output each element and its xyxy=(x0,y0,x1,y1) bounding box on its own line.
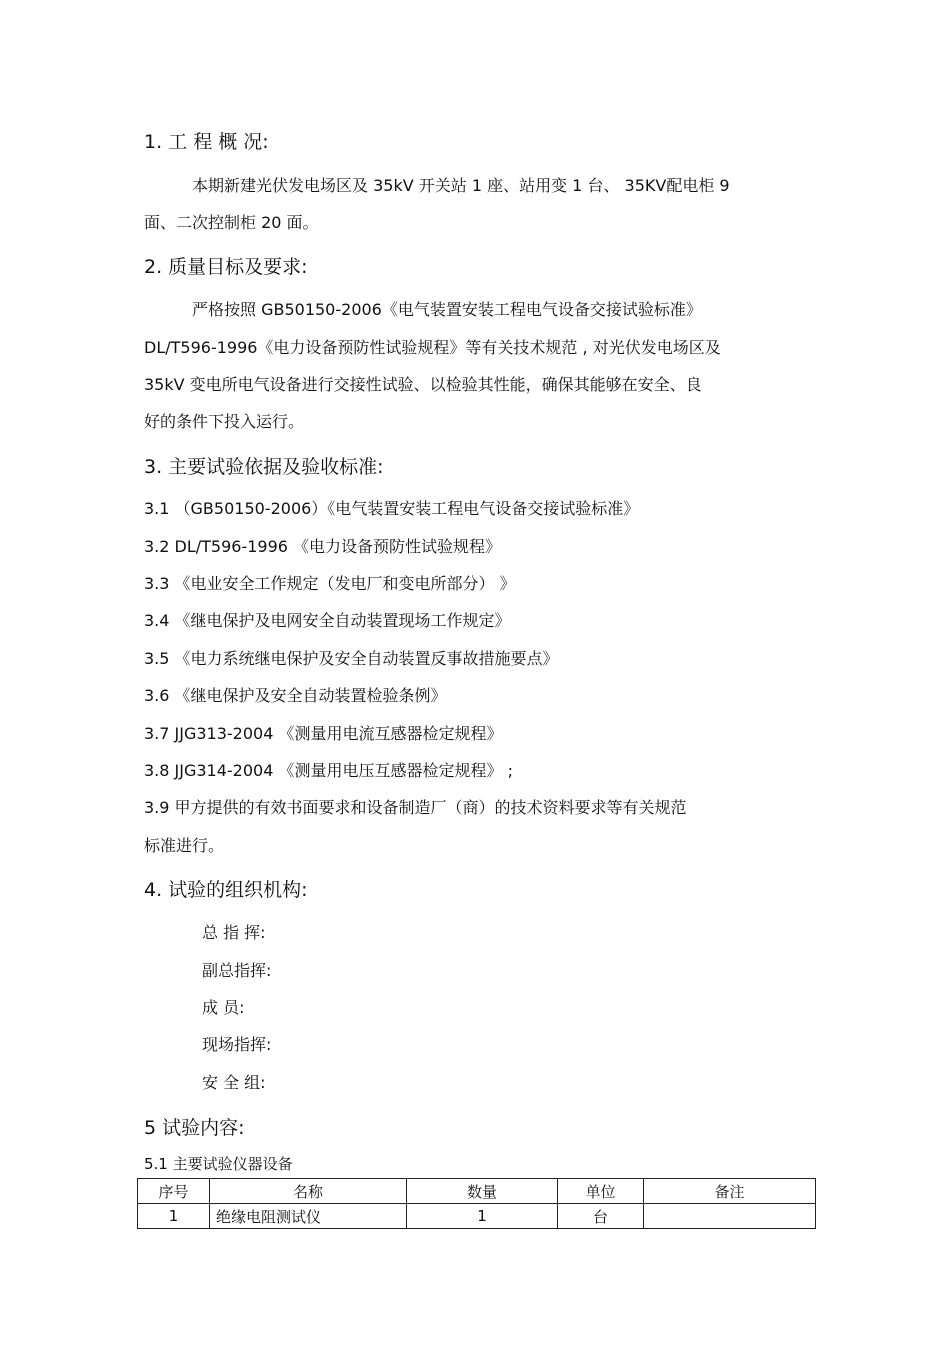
org-role-deputy-commander: 副总指挥: xyxy=(202,961,272,980)
standard-item-3-2: 3.2 DL/T596-1996 《电力设备预防性试验规程》 xyxy=(144,537,502,556)
section-3-heading: 3. 主要试验依据及验收标准: xyxy=(144,456,384,478)
standard-item-3-9: 3.9 甲方提供的有效书面要求和设备制造厂（商）的技术资料要求等有关规范 xyxy=(144,798,687,817)
cell-index: 1 xyxy=(138,1204,210,1229)
header-name: 名称 xyxy=(210,1179,407,1204)
standard-item-3-7: 3.7 JJG313-2004 《测量用电流互感器检定规程》 xyxy=(144,724,503,743)
standard-item-3-4: 3.4 《继电保护及电网安全自动装置现场工作规定》 xyxy=(144,611,511,630)
standard-item-3-8: 3.8 JJG314-2004 《测量用电压互感器检定规程》 ; xyxy=(144,761,513,780)
equipment-table xyxy=(137,1178,816,1229)
section-1-line-2: 面、二次控制柜 20 面。 xyxy=(144,213,319,232)
section-2-line-1: 严格按照 GB50150-2006《电气装置安装工程电气设备交接试验标准》 xyxy=(192,300,702,319)
org-role-members: 成 员: xyxy=(202,998,245,1017)
standard-item-3-3: 3.3 《电业安全工作规定（发电厂和变电所部分） 》 xyxy=(144,574,516,593)
section-5-heading: 5 试验内容: xyxy=(144,1117,245,1139)
section-4-heading: 4. 试验的组织机构: xyxy=(144,879,308,901)
standard-item-3-1: 3.1 （GB50150-2006）《电气装置安装工程电气设备交接试验标准》 xyxy=(144,499,640,518)
cell-unit: 台 xyxy=(558,1204,644,1229)
section-2-heading: 2. 质量目标及要求: xyxy=(144,256,308,278)
cell-name: 绝缘电阻测试仪 xyxy=(210,1204,407,1229)
standard-item-3-6: 3.6 《继电保护及安全自动装置检验条例》 xyxy=(144,686,447,705)
org-role-commander: 总 指 挥: xyxy=(202,923,266,942)
table-header-row xyxy=(138,1179,816,1204)
section-1-heading: 1. 工 程 概 况: xyxy=(144,131,269,153)
section-2-line-2: DL/T596-1996《电力设备预防性试验规程》等有关技术规范 , 对光伏发电场区及 xyxy=(144,338,721,357)
org-role-site-commander: 现场指挥: xyxy=(202,1035,272,1054)
section-5-1-heading: 5.1 主要试验仪器设备 xyxy=(144,1155,293,1173)
section-1-line-1: 本期新建光伏发电场区及 35kV 开关站 1 座、站用变 1 台、 35KV配电柜 9 xyxy=(192,176,730,195)
header-quantity: 数量 xyxy=(407,1179,558,1204)
section-2-line-4: 好的条件下投入运行。 xyxy=(144,412,305,431)
org-role-safety-group: 安 全 组: xyxy=(202,1073,266,1092)
header-index: 序号 xyxy=(138,1179,210,1204)
standard-item-3-5: 3.5 《电力系统继电保护及安全自动装置反事故措施要点》 xyxy=(144,649,559,668)
section-2-line-3: 35kV 变电所电气设备进行交接性试验、以检验其性能，确保其能够在安全、良 xyxy=(144,375,702,394)
cell-quantity: 1 xyxy=(407,1204,558,1229)
header-unit: 单位 xyxy=(558,1179,644,1204)
table-row xyxy=(138,1204,816,1229)
standard-item-3-9-cont: 标准进行。 xyxy=(144,836,225,855)
cell-remark xyxy=(644,1204,816,1229)
header-remark: 备注 xyxy=(644,1179,816,1204)
